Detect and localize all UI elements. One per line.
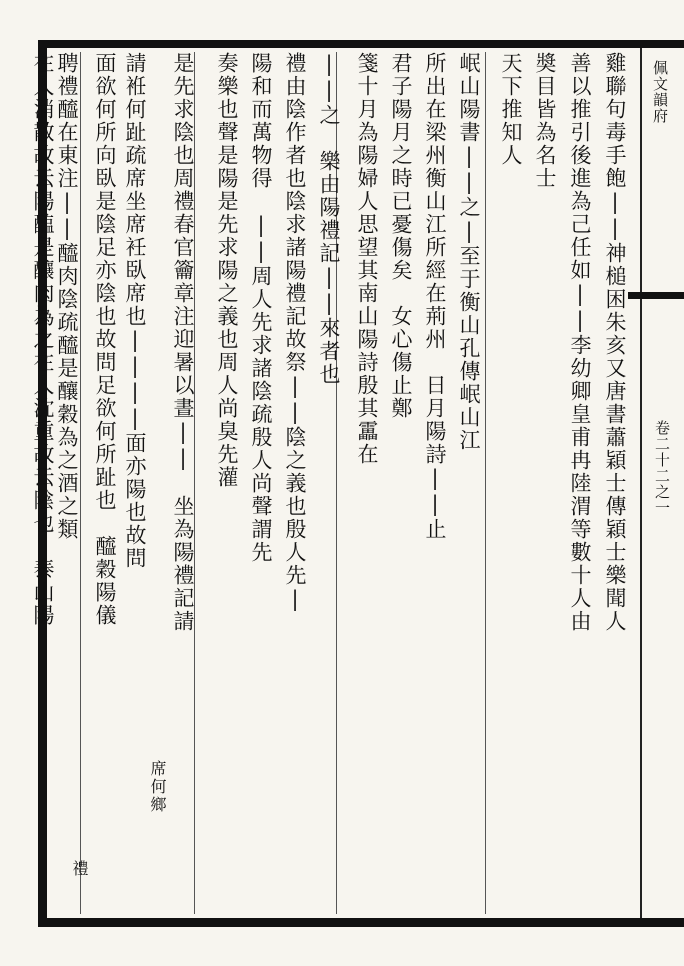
text-column: 雞聯句毒手飽||神槌困朱亥又唐書蕭穎士傳穎士樂聞人 — [603, 52, 627, 633]
text-column: 奏樂也聲是陽是先求陽之義也周人尚臭先灌 — [215, 52, 239, 489]
text-column: 席何鄉 — [148, 760, 167, 814]
text-column: ||之 樂由陽禮記||來者也 — [317, 52, 341, 386]
text-column: 面欲何所向臥是陰足亦陰也故問足欲何所趾也 醯穀陽儀 — [93, 52, 117, 627]
text-column: 奬目皆為名士 — [533, 52, 557, 190]
book-title: 佩文韻府 — [651, 60, 669, 124]
text-column: 所出在梁州衡山江所經在荊州 日月陽詩||止 — [423, 52, 447, 541]
text-column: 禮由陰作者也陰求諸陽禮記故祭||陰之義也殷人先| — [283, 52, 307, 613]
page-edge-line — [640, 48, 642, 918]
volume-label: 卷二十二之一 — [653, 420, 671, 516]
text-column: 聘禮醯在東注||醯肉陰疏醯是釀穀為之酒之類 — [55, 52, 79, 541]
frame-top-border — [38, 40, 684, 48]
text-column: 是先求陰也周禮春官籥章注迎暑以晝|| 坐為陽禮記請 — [171, 52, 195, 633]
text-column: 天下推知人 — [499, 52, 523, 167]
text-column: 岷山陽書||之|至于衡山孔傳岷山江 — [457, 52, 481, 452]
text-column: 禮 — [70, 860, 89, 878]
text-column: 箋十月為陽婦人思望其南山陽詩殷其靁在 — [355, 52, 379, 466]
text-column: 君子陽月之時已憂傷矣 女心傷止鄭 — [389, 52, 413, 420]
text-column: 在人消散故云陽醢是釀肉為之在人沈重故云陰也 泰山陽 — [31, 52, 55, 627]
text-column: 請袵何趾疏席坐席衽臥席也||||面亦陽也故問 — [123, 52, 147, 570]
frame-bottom-border — [38, 918, 684, 927]
text-column: 善以推引後進為己任如||李幼卿皇甫冉陸渭等數十人由 — [568, 52, 592, 633]
header-black-bar — [628, 292, 684, 299]
text-column: 陽和而萬物得 ||周人先求諸陰疏殷人尚聲謂先 — [249, 52, 273, 564]
